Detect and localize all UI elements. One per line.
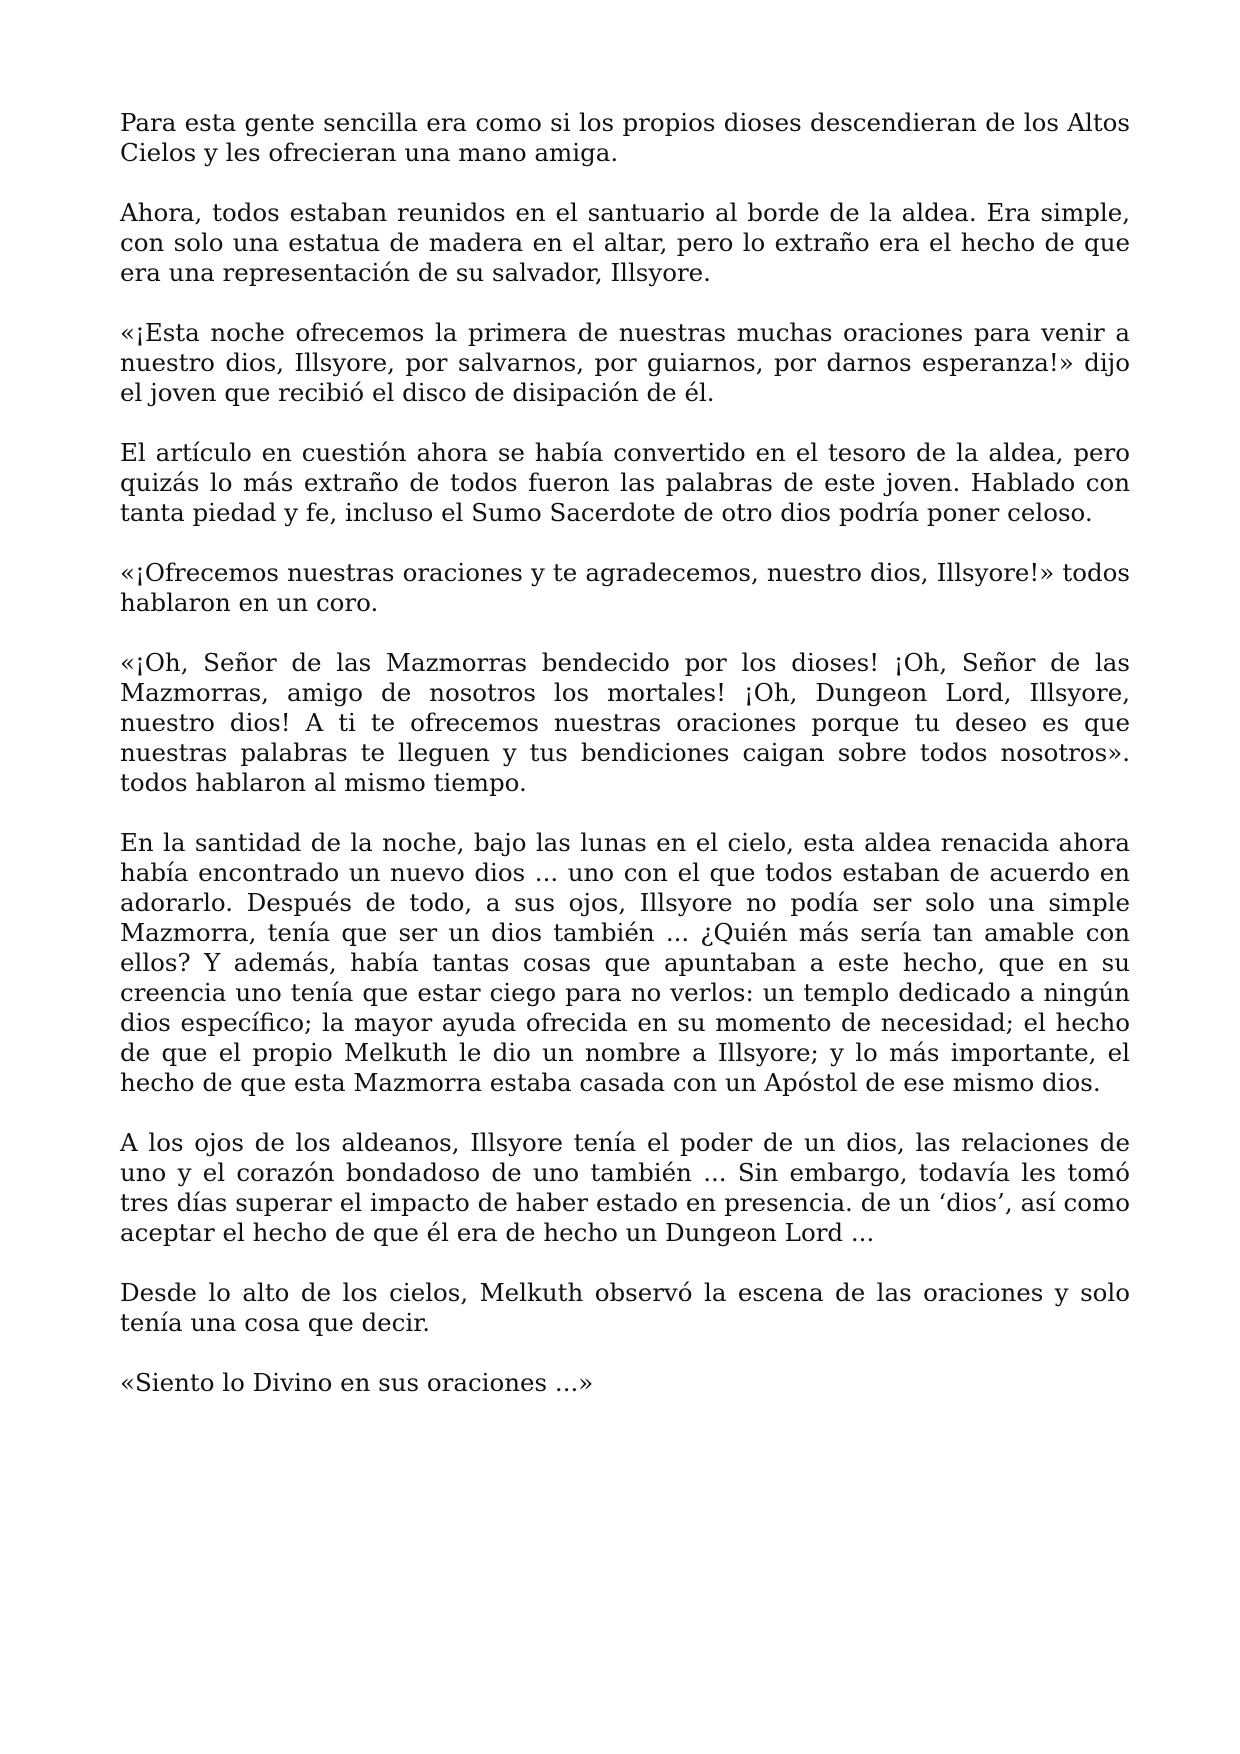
- paragraph: Desde lo alto de los cielos, Melkuth observó la escena de las oraciones y solo tenía una cosa que decir.: [120, 1278, 1130, 1337]
- paragraph: En la santidad de la noche, bajo las lunas en el cielo, esta aldea renacida ahora había encontrado un nuevo dios ... uno con el que todos estaban de acuerdo en adorarlo. Después de todo, a sus ojos, Illsyore no podía ser solo una simple Mazmorra, tenía que ser un dios también ... ¿Quién más sería tan amable con ellos? Y además, había tantas cosas que apuntaban a este hecho, que en su creencia uno tenía que estar ciego para no verlos: un templo dedicado a ningún dios específico; la mayor ayuda ofrecida en su momento de necesidad; el hecho de que el propio Melkuth le dio un nombre a Illsyore; y lo más importante, el hecho de que esta Mazmorra estaba casada con un Apóstol de ese mismo dios.: [120, 828, 1130, 1097]
- paragraph: «Siento lo Divino en sus oraciones ...»: [120, 1368, 594, 1397]
- paragraph: El artículo en cuestión ahora se había convertido en el tesoro de la aldea, pero quizás lo más extraño de todos fueron las palabras de este joven. Hablado con tanta piedad y fe, incluso el Sumo Sacerdote de otro dios podría poner celoso.: [120, 438, 1130, 527]
- paragraph: A los ojos de los aldeanos, Illsyore tenía el poder de un dios, las relaciones de uno y el corazón bondadoso de uno también ... Sin embargo, todavía les tomó tres días superar el impacto de haber estado en presencia. de un ‘dios’, así como aceptar el hecho de que él era de hecho un Dungeon Lord ...: [120, 1128, 1130, 1247]
- paragraph: Para esta gente sencilla era como si los propios dioses descendieran de los Altos Cielos y les ofrecieran una mano amiga.: [120, 108, 1130, 167]
- paragraph: «¡Oh, Señor de las Mazmorras bendecido por los dioses! ¡Oh, Señor de las Mazmorras, amigo de nosotros los mortales! ¡Oh, Dungeon Lord, Illsyore, nuestro dios! A ti te ofrecemos nuestras oraciones porque tu deseo es que nuestras palabras te lleguen y tus bendiciones caigan sobre todos nosotros». todos hablaron al mismo tiempo.: [120, 648, 1130, 797]
- text-body: [120, 108, 1130, 1428]
- paragraph: Ahora, todos estaban reunidos en el santuario al borde de la aldea. Era simple, con solo una estatua de madera en el altar, pero lo extraño era el hecho de que era una representación de su salvador, Illsyore.: [120, 198, 1130, 287]
- paragraph: «¡Esta noche ofrecemos la primera de nuestras muchas oraciones para venir a nuestro dios, Illsyore, por salvarnos, por guiarnos, por darnos esperanza!» dijo el joven que recibió el disco de disipación de él.: [120, 318, 1130, 407]
- paragraph: «¡Ofrecemos nuestras oraciones y te agradecemos, nuestro dios, Illsyore!» todos hablaron en un coro.: [120, 558, 1130, 617]
